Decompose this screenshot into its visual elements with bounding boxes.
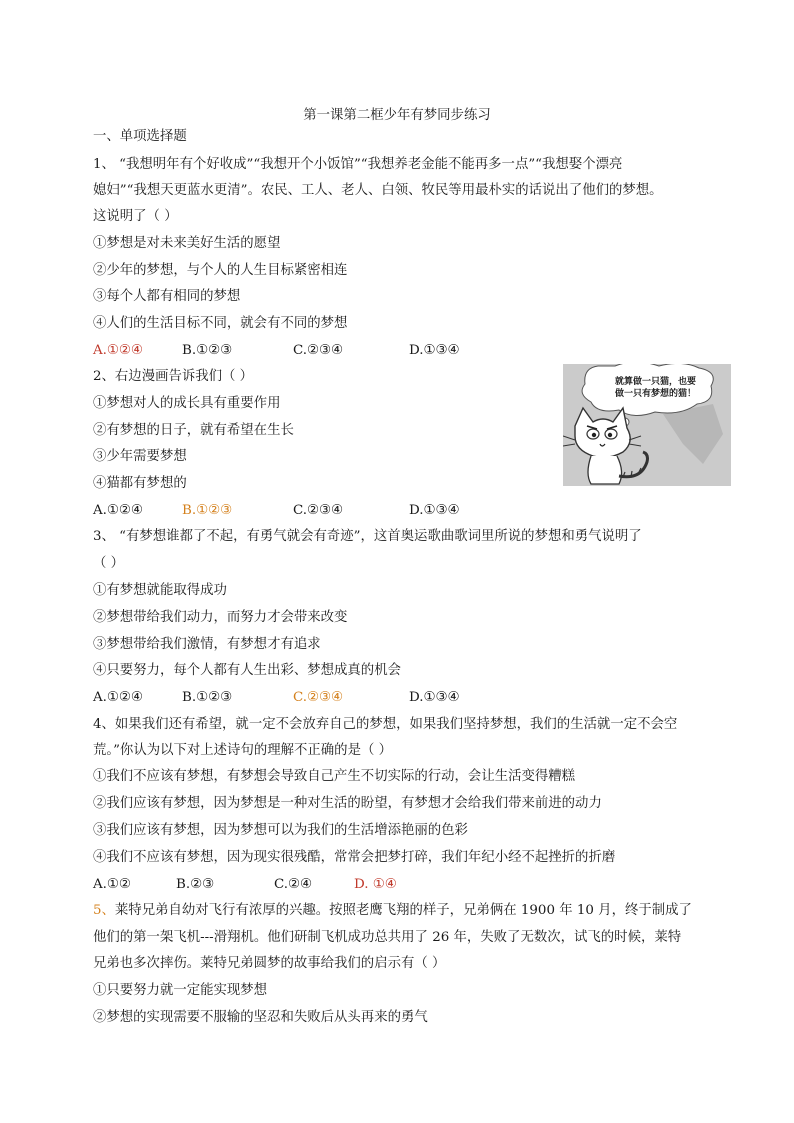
q3-option-a[interactable]: A.①②④	[93, 690, 143, 705]
q4-stem-line1: 4、如果我们还有希望，就一定不会放弃自己的梦想，如果我们坚持梦想，我们的生活就一定不会空	[93, 717, 678, 732]
q5-item-1: ①只要努力就一定能实现梦想	[93, 983, 268, 998]
cartoon-caption	[615, 376, 696, 400]
q1-stem-line3: 这说明了（ ）	[93, 209, 178, 224]
q1-option-b[interactable]: B.①②③	[182, 343, 233, 358]
q5-number: 5、	[93, 903, 115, 918]
q4-option-c[interactable]: C.②④	[274, 877, 313, 892]
q5-stem-line3: 兄弟也多次摔伤。莱特兄弟圆梦的故事给我们的启示有（ ）	[93, 956, 446, 971]
q3-stem-line1: 3、 “有梦想谁都了不起，有勇气就会有奇迹”，这首奥运歌曲歌词里所说的梦想和勇气说明了	[93, 529, 642, 544]
q4-option-a[interactable]: A.①②	[93, 877, 131, 892]
q5-stem-line2: 他们的第一架飞机---滑翔机。他们研制飞机成功总共用了 26 年，失败了无数次，试飞的时候，莱特	[93, 930, 682, 945]
q2-option-c[interactable]: C.②③④	[293, 503, 344, 518]
cartoon-caption-line1: 就算做一只猫，也要	[615, 377, 697, 387]
q4-stem-line2: 荒。”你认为以下对上述诗句的理解不正确的是（ ）	[93, 743, 392, 758]
q3-stem-line2: （ ）	[93, 556, 125, 571]
q1-item-3: ③每个人都有相同的梦想	[93, 289, 241, 304]
q2-option-d[interactable]: D.①③④	[409, 503, 460, 518]
q5-stem-line1	[93, 902, 692, 920]
q2-item-1: ①梦想对人的成长具有重要作用	[93, 396, 281, 411]
q1-item-2: ②少年的梦想，与个人的人生目标紧密相连	[93, 263, 348, 278]
q4-item-2: ②我们应该有梦想，因为梦想是一种对生活的盼望，有梦想才会给我们带来前进的动力	[93, 796, 602, 811]
q4-item-3: ③我们应该有梦想，因为梦想可以为我们的生活增添艳丽的色彩	[93, 823, 468, 838]
q5-item-2: ②梦想的实现需要不服输的坚忍和失败后从头再来的勇气	[93, 1010, 428, 1025]
q1-stem-line1: 1、 “我想明年有个好收成”“我想开个小饭馆”“我想养老金能不能再多一点”“我想娶个漂亮	[93, 157, 623, 172]
q3-option-d[interactable]: D.①③④	[409, 690, 460, 705]
q4-option-b[interactable]: B.②③	[176, 877, 215, 892]
q5-stem-line1-text: 莱特兄弟自幼对飞行有浓厚的兴趣。按照老鹰飞翔的样子，兄弟俩在 1900 年 10 月，终于制成了	[114, 903, 692, 918]
section-heading: 一、单项选择题	[93, 129, 187, 144]
q1-item-4: ④人们的生活目标不同，就会有不同的梦想	[93, 316, 348, 331]
q2-option-b[interactable]: B.①②③	[182, 503, 233, 518]
q2-stem: 2、右边漫画告诉我们（ ）	[93, 369, 254, 384]
q3-item-2: ②梦想带给我们动力，而努力才会带来改变	[93, 610, 348, 625]
q4-item-1: ①我们不应该有梦想，有梦想会导致自己产生不切实际的行动，会让生活变得糟糕	[93, 769, 576, 784]
q3-item-3: ③梦想带给我们激情，有梦想才有追求	[93, 637, 321, 652]
cat-cartoon-image	[563, 364, 731, 486]
q1-option-a[interactable]: A.①②④	[93, 343, 143, 358]
q3-option-c[interactable]: C.②③④	[293, 690, 344, 705]
q1-stem-line2: 媳妇”“我想天更蓝水更清”。农民、工人、老人、白领、牧民等用最朴实的话说出了他们的梦想。	[93, 183, 663, 198]
q3-item-4: ④只要努力，每个人都有人生出彩、梦想成真的机会	[93, 663, 401, 678]
cartoon-caption-line2: 做一只有梦想的猫！	[615, 389, 697, 399]
q1-item-1: ①梦想是对未来美好生活的愿望	[93, 236, 281, 251]
q2-option-a[interactable]: A.①②④	[93, 503, 143, 518]
q4-item-4: ④我们不应该有梦想，因为现实很残酷，常常会把梦打碎，我们年纪小经不起挫折的折磨	[93, 850, 616, 865]
q2-item-3: ③少年需要梦想	[93, 449, 187, 464]
q2-item-2: ②有梦想的日子，就有希望在生长	[93, 423, 294, 438]
q3-item-1: ①有梦想就能取得成功	[93, 583, 227, 598]
q4-option-d[interactable]: D. ①④	[354, 877, 397, 892]
q3-option-b[interactable]: B.①②③	[182, 690, 233, 705]
page-title: 第一课第二框少年有梦同步练习	[303, 108, 491, 123]
q1-option-c[interactable]: C.②③④	[293, 343, 344, 358]
q2-item-4: ④猫都有梦想的	[93, 476, 187, 491]
q1-option-d[interactable]: D.①③④	[409, 343, 460, 358]
